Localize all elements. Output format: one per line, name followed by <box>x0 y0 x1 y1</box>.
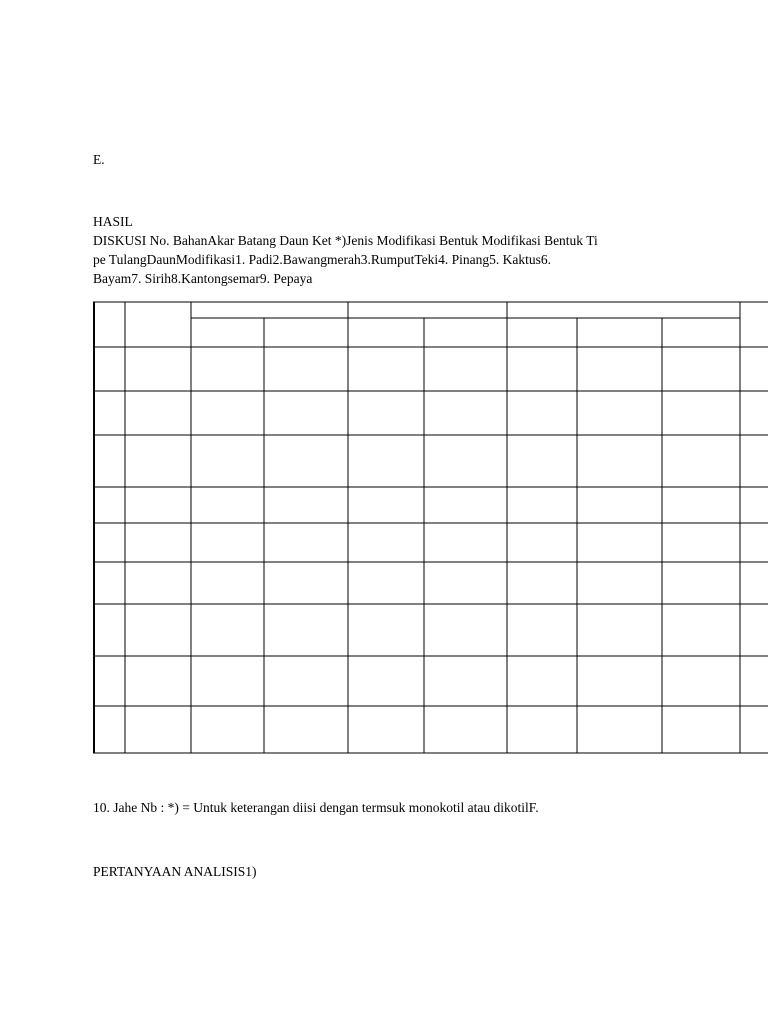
section-letter: E. <box>93 152 105 167</box>
hasil-line-2: DISKUSI No. BahanAkar Batang Daun Ket *)Jenis Modifikasi Bentuk Modifikasi Bentuk Ti <box>93 233 598 248</box>
analysis-heading: PERTANYAAN ANALISIS1) <box>93 864 257 879</box>
hasil-line-4: Bayam7. Sirih8.Kantongsemar9. Pepaya <box>93 271 313 286</box>
hasil-line-1: HASIL <box>93 214 133 229</box>
footnote-text: 10. Jahe Nb : *) = Untuk keterangan diisi dengan termsuk monokotil atau dikotilF. <box>93 800 539 815</box>
hasil-line-3: pe TulangDaunModifikasi1. Padi2.Bawangmerah3.RumputTeki4. Pinang5. Kaktus6. <box>93 252 552 267</box>
